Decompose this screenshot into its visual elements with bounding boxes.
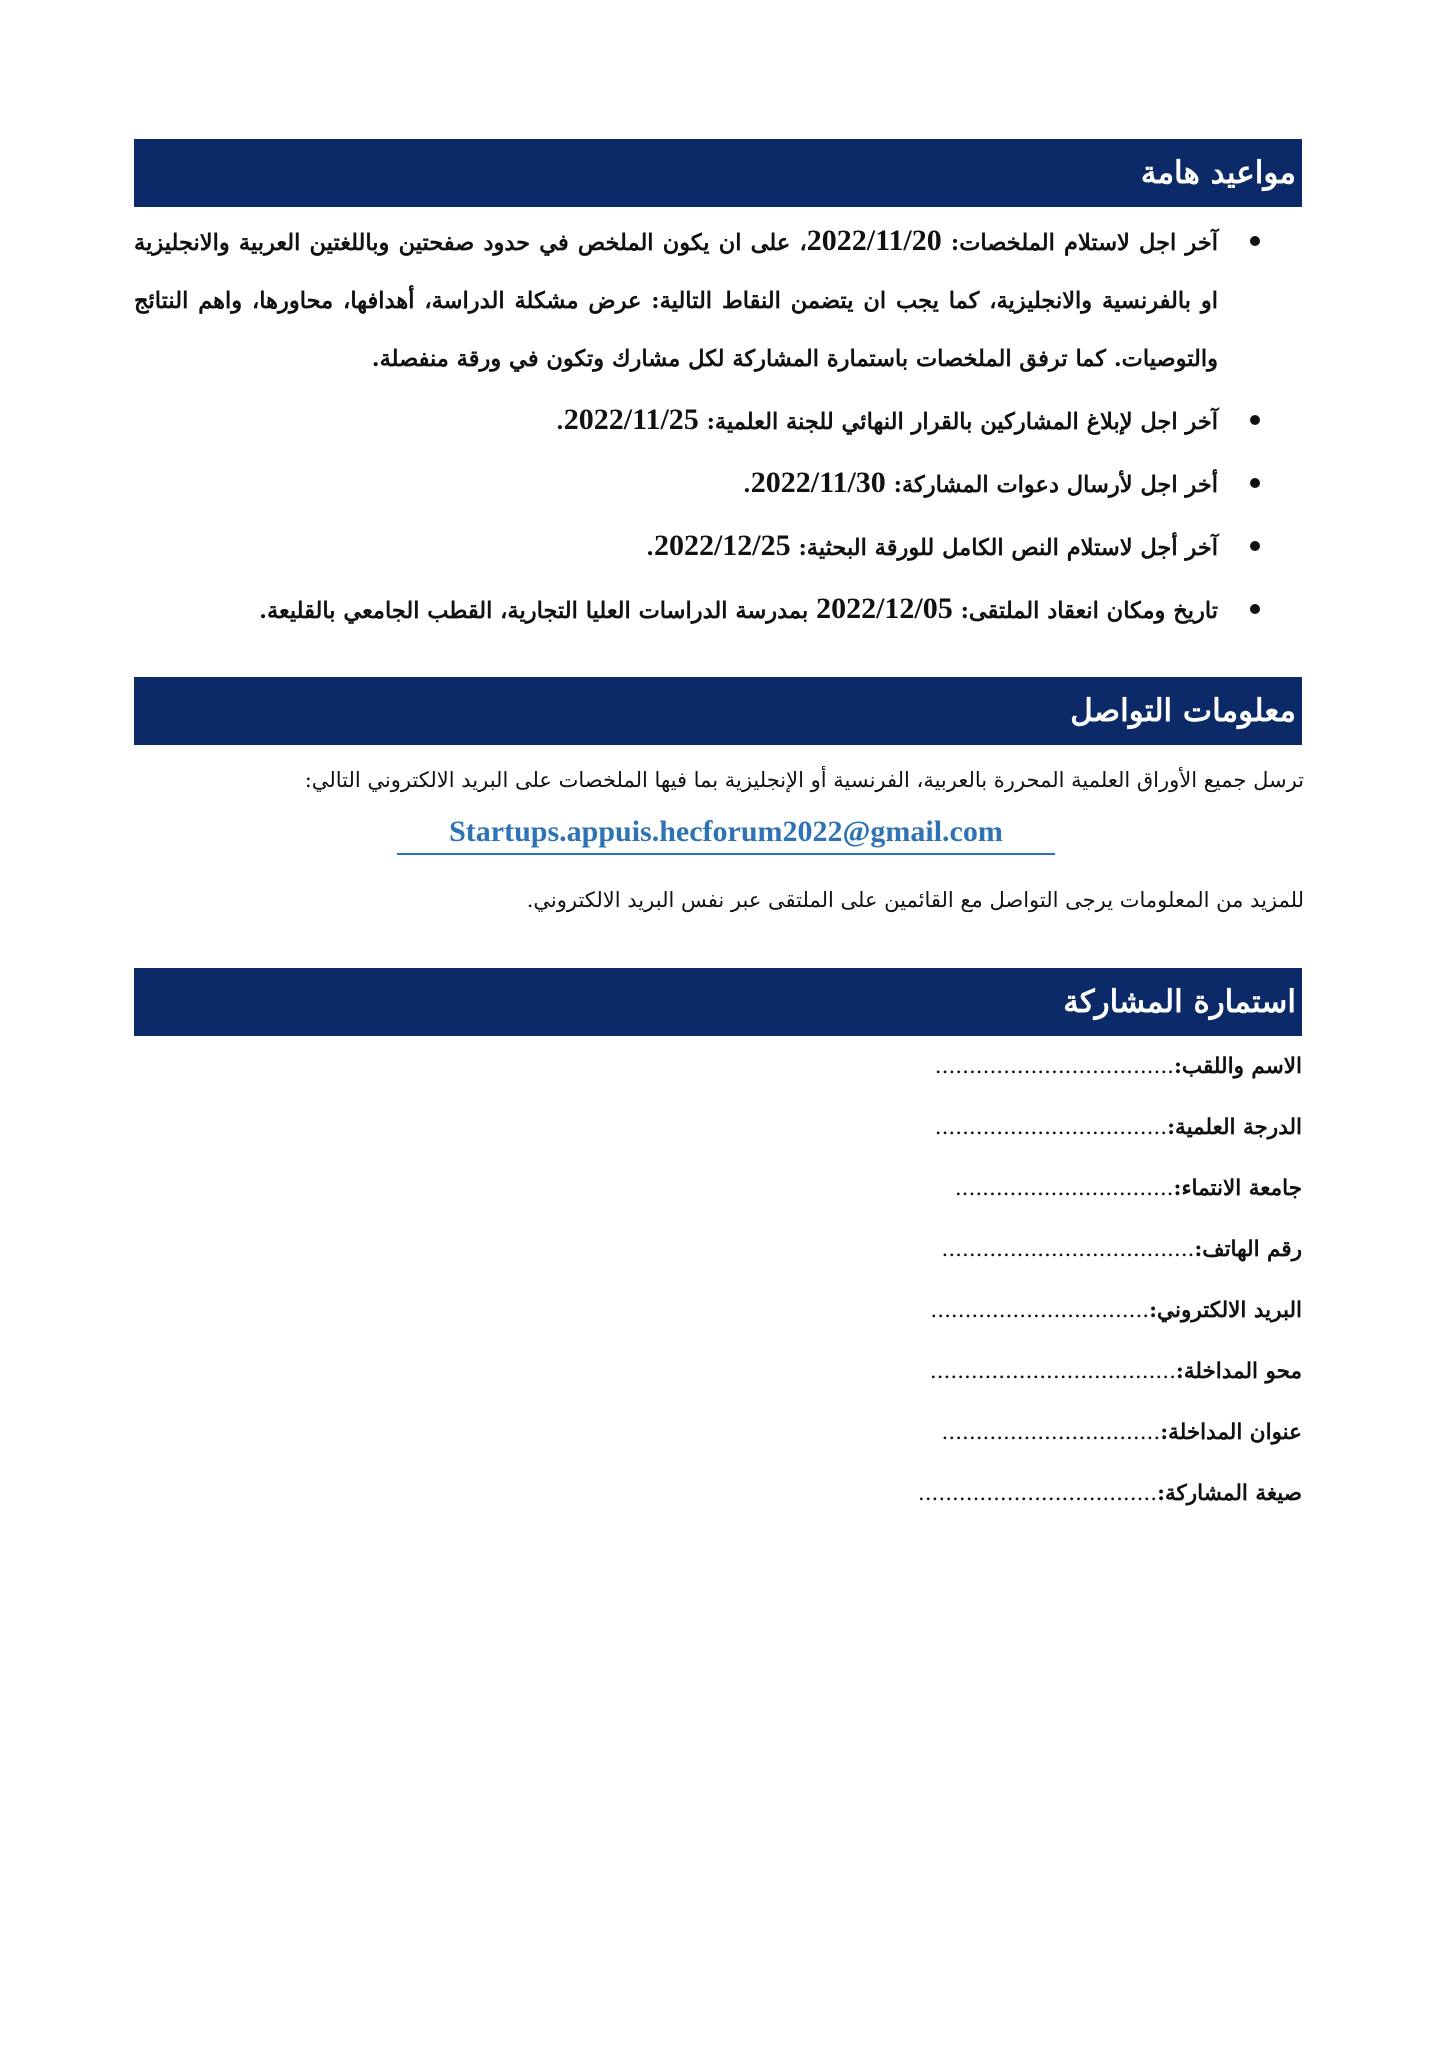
date-value: 2022/11/20: [806, 224, 942, 257]
form-field-email: [702, 1295, 1302, 1356]
form-field-blank: ................................: [930, 1298, 1150, 1323]
date-item-text: تاريخ ومكان انعقاد الملتقى:: [952, 598, 1218, 624]
bullet-icon: [1250, 236, 1260, 246]
bullet-icon: [1250, 478, 1260, 488]
date-item-text: آخر اجل لاستلام الملخصات:: [941, 230, 1218, 256]
form-field-name: [702, 1051, 1302, 1112]
contact-email-link[interactable]: Startups.appuis.hecforum2022@gmail.com: [397, 815, 1055, 855]
date-value: 2022/11/30: [750, 466, 886, 499]
date-item-text: .: [646, 535, 654, 561]
form-field-degree: [702, 1112, 1302, 1173]
form-field-phone: [702, 1234, 1302, 1295]
date-value: 2022/12/05: [816, 592, 953, 625]
form-field-blank: ..................................: [934, 1115, 1168, 1140]
form-field-label: جامعة الانتماء:: [1173, 1176, 1302, 1201]
contact-instructions: ترسل جميع الأوراق العلمية المحررة بالعربية، الفرنسية أو الإنجليزية بما فيها الملخصات على البريد الالكتروني التالي:: [304, 768, 1304, 792]
date-item-full-paper: [134, 517, 1284, 577]
form-field-blank: ...................................: [917, 1481, 1158, 1506]
contact-more-info: للمزيد من المعلومات يرجى التواصل مع القائمين على الملتقى عبر نفس البريد الالكتروني.: [526, 888, 1304, 912]
section-header-participation-form: [134, 968, 1302, 1036]
date-item-text: آخر أجل لاستلام النص الكامل للورقة البحثية:: [790, 535, 1218, 561]
date-item-text: آخر اجل لإبلاغ المشاركين بالقرار النهائي للجنة العلمية:: [698, 409, 1218, 435]
form-field-label: رقم الهاتف:: [1194, 1237, 1302, 1262]
form-field-blank: .....................................: [941, 1237, 1195, 1262]
section-header-important-dates: [134, 139, 1302, 207]
date-item-conference: [134, 580, 1284, 640]
form-field-format: [702, 1478, 1302, 1539]
date-value: 2022/12/25: [653, 529, 791, 562]
date-item-text: أخر اجل لأرسال دعوات المشاركة:: [885, 472, 1218, 498]
form-field-label: البريد الالكتروني:: [1149, 1298, 1302, 1323]
bullet-icon: [1250, 541, 1260, 551]
date-value: 2022/11/25: [563, 403, 699, 436]
date-item-text: ، على ان يكون الملخص في حدود صفحتين وباللغتين العربية والانجليزية او بالفرنسية والانجليزية، كما يجب ان يتضمن النقاط التالية: عرض مشكلة الدراسة، أهدافها، محاورها، واهم النتائج والتوصيات. كما ترفق الملخصات باستمارة المشاركة لكل مشارك وتكون في ورقة منفصلة.: [134, 230, 1218, 372]
form-field-label: عنوان المداخلة:: [1160, 1420, 1302, 1445]
bullet-icon: [1250, 604, 1260, 614]
form-field-label: الاسم واللقب:: [1174, 1054, 1302, 1079]
form-field-axis: [702, 1356, 1302, 1417]
form-field-label: محو المداخلة:: [1175, 1359, 1302, 1384]
participation-form: [702, 1051, 1302, 1539]
section-title-important-dates: مواعيد هامة: [1140, 154, 1296, 191]
date-item-final-decision: [134, 391, 1284, 451]
date-item-text: .: [555, 409, 564, 435]
form-field-university: [702, 1173, 1302, 1234]
date-item-abstracts: [134, 212, 1284, 388]
form-field-label: الدرجة العلمية:: [1167, 1115, 1302, 1140]
date-item-text: بمدرسة الدراسات العليا التجارية، القطب الجامعي بالقليعة.: [259, 598, 817, 624]
section-title-contact: معلومات التواصل: [1070, 692, 1296, 729]
bullet-icon: [1250, 415, 1260, 425]
form-field-blank: ................................: [941, 1420, 1161, 1445]
important-dates-list: [134, 212, 1284, 640]
form-field-blank: ................................: [954, 1176, 1174, 1201]
form-field-blank: ...................................: [934, 1054, 1174, 1079]
section-header-contact: [134, 677, 1302, 745]
form-field-title: [702, 1417, 1302, 1478]
date-item-invitations: [134, 454, 1284, 514]
form-field-blank: ....................................: [929, 1359, 1176, 1384]
section-title-participation-form: استمارة المشاركة: [1063, 983, 1296, 1020]
form-field-label: صيغة المشاركة:: [1157, 1481, 1302, 1506]
date-item-text: .: [742, 472, 751, 498]
